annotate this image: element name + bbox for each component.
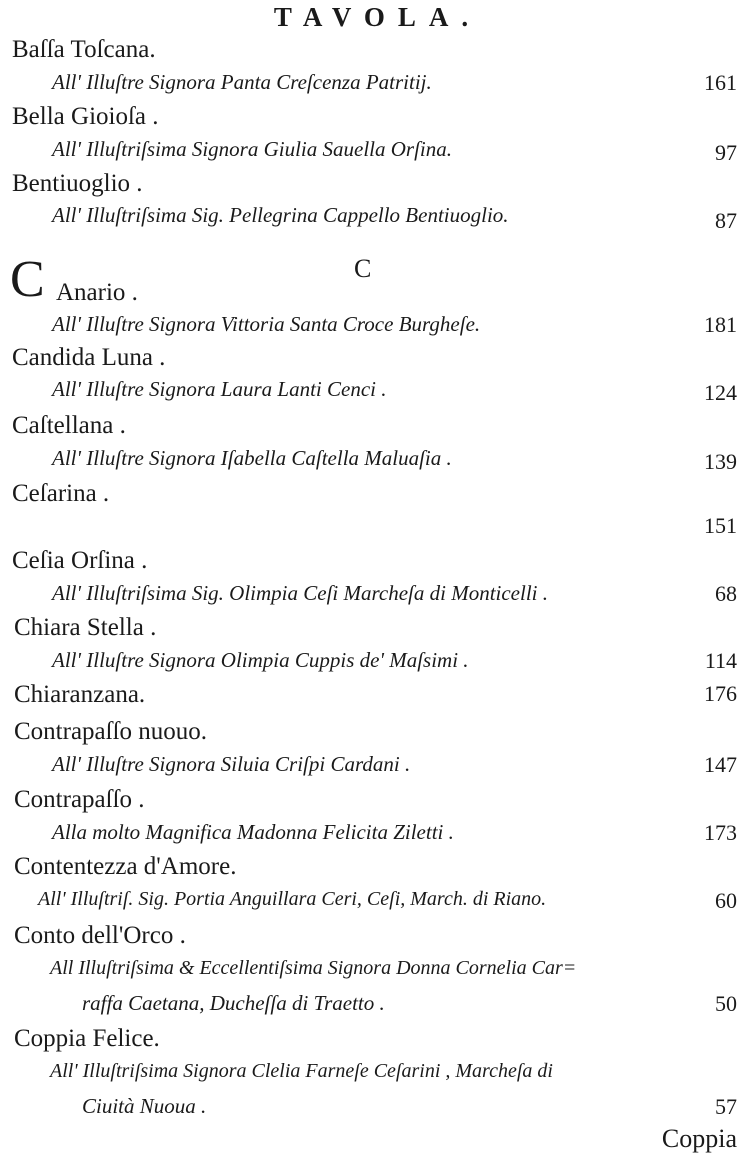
entry-name: Ceſia Orſina . — [12, 547, 148, 574]
page-number: 50 — [715, 991, 737, 1016]
entry-dedication: All' Illuſtre Signora Panta Creſcenza Patritij. — [52, 70, 432, 94]
entry-dedication: All' Illuſtriſsima Signora Giulia Sauella Orſina. — [52, 137, 453, 161]
entry-name: Candida Luna . — [12, 344, 166, 371]
page-number: 57 — [715, 1094, 737, 1119]
entry-dedication: All' Illuſtre Signora Laura Lanti Cenci . — [52, 377, 387, 401]
entry-name: Caſtellana . — [12, 412, 126, 439]
entry-name: Bentiuoglio . — [12, 170, 143, 197]
page-number: 124 — [704, 380, 737, 405]
page-number: 173 — [704, 820, 737, 845]
entry-dedication: All' Illuſtre Signora Olimpia Cuppis de' Maſsimi . — [52, 648, 469, 672]
entry-name: Ceſarina . — [12, 480, 110, 507]
entry-dedication-continued: raffa Caetana, Ducheſſa di Traetto . — [82, 991, 385, 1015]
catchword: Coppia — [661, 1124, 737, 1153]
entry-dedication: All' Illuſtriſ. Sig. Portia Anguillara Ceri, Ceſi, March. di Riano. — [38, 888, 547, 910]
entry-name: Contentezza d'Amore. — [14, 853, 237, 880]
entry-name: Contrapaſſo nuouo. — [14, 718, 208, 745]
page-number: 87 — [715, 208, 737, 233]
entry-dedication: All' Illuſtre Signora Vittoria Santa Croce Burgheſe. — [52, 312, 481, 336]
page-number: 147 — [704, 752, 737, 777]
page-number: 151 — [704, 513, 737, 538]
page-title: TAVOLA. — [273, 2, 482, 32]
entry-name: Chiara Stella . — [14, 614, 157, 641]
entry-dedication: All' Illuſtre Signora Iſabella Caſtella Maluaſia . — [52, 446, 452, 470]
entry-name: Bella Gioioſa . — [12, 103, 159, 130]
drop-cap: C — [10, 251, 45, 308]
section-letter: C — [354, 254, 372, 283]
page-number: 139 — [704, 449, 737, 474]
page-number: 68 — [715, 581, 737, 606]
entry-name: Contrapaſſo . — [14, 786, 145, 813]
entry-dedication: All Illuſtriſsima & Eccellentiſsima Signora Donna Cornelia Car= — [50, 957, 577, 979]
entry-name: Baſſa Toſcana. — [12, 36, 156, 63]
entry-dedication: All' Illuſtriſsima Sig. Pellegrina Cappello Bentiuoglio. — [52, 203, 509, 227]
page-number: 181 — [704, 312, 737, 337]
page-number: 161 — [704, 70, 737, 95]
entry-name: Conto dell'Orco . — [14, 922, 186, 949]
entry-dedication: Alla molto Magnifica Madonna Felicita Ziletti . — [52, 820, 454, 844]
page-number: 114 — [704, 648, 737, 673]
entry-name: Chiaranzana. — [14, 681, 146, 708]
entry-dedication: All' Illuſtre Signora Siluia Criſpi Cardani . — [52, 752, 411, 776]
entry-dedication: All' Illuſtriſsima Signora Clelia Farneſe Ceſarini , Marcheſa di — [50, 1060, 553, 1082]
entry-dedication-continued: Ciuità Nuoua . — [82, 1094, 207, 1118]
entry-name: Anario . — [56, 279, 138, 306]
page-number: 176 — [704, 681, 737, 706]
entry-name: Coppia Felice. — [14, 1025, 160, 1052]
page-number: 60 — [715, 888, 737, 913]
page-number: 97 — [715, 140, 737, 165]
entry-dedication: All' Illuſtriſsima Sig. Olimpia Ceſi Marcheſa di Monticelli . — [52, 581, 549, 605]
